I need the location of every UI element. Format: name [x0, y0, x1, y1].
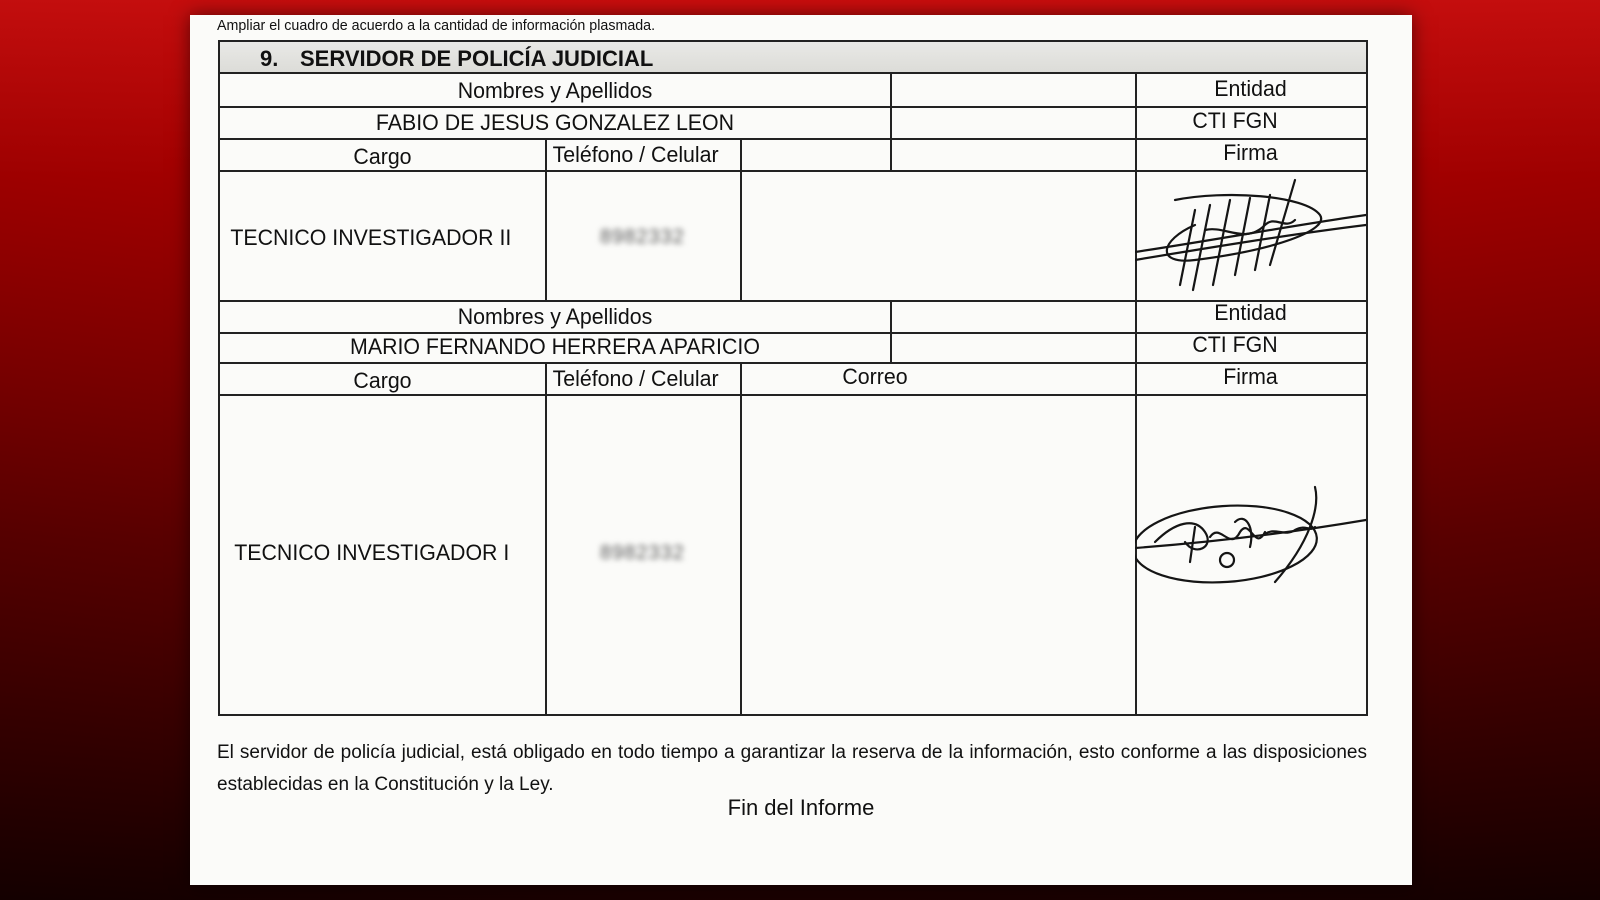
phone-value-redacted: 8982332: [600, 226, 685, 248]
cargo-value: TECNICO INVESTIGADOR I: [234, 540, 510, 565]
end-of-report: Fin del Informe: [727, 795, 875, 820]
names-label: Nombres y Apellidos: [457, 304, 653, 329]
phone-label: Teléfono / Celular: [552, 142, 719, 167]
cargo-value: TECNICO INVESTIGADOR II: [230, 225, 512, 250]
col-divider: [890, 72, 892, 170]
confidentiality-note: El servidor de policía judicial, está obligado en todo tiempo a garantizar la reserva de la información, esto conforme a las disposiciones establecidas en la Constitución y la Ley.: [217, 742, 1367, 795]
cargo-label: Cargo: [353, 144, 412, 169]
section-title: SERVIDOR DE POLICÍA JUDICIAL: [300, 46, 654, 71]
signature-label: Firma: [1223, 140, 1278, 165]
top-instruction-note: Ampliar el cuadro de acuerdo a la cantidad de información plasmada.: [217, 17, 656, 34]
entity-value: CTI FGN: [1192, 332, 1278, 357]
cargo-label: Cargo: [353, 368, 412, 393]
officers-form-table: [218, 40, 1368, 716]
entity-value: CTI FGN: [1192, 108, 1278, 133]
phone-value-redacted: 8982332: [600, 542, 685, 564]
officer-name: MARIO FERNANDO HERRERA APARICIO: [350, 334, 760, 359]
phone-label: Teléfono / Celular: [552, 366, 719, 391]
names-label: Nombres y Apellidos: [457, 78, 653, 103]
document-page: [190, 15, 1412, 885]
officer-name: FABIO DE JESUS GONZALEZ LEON: [375, 110, 735, 135]
section-number: 9.: [260, 46, 279, 71]
entity-label: Entidad: [1214, 76, 1287, 101]
signature-label: Firma: [1223, 364, 1278, 389]
entity-label: Entidad: [1214, 300, 1287, 325]
section-header: [220, 42, 1366, 74]
row-divider: [220, 394, 1366, 396]
col-divider: [740, 362, 742, 714]
col-divider: [545, 138, 547, 300]
signature-fabio-gonzalez: [1135, 170, 1366, 300]
col-divider: [890, 300, 892, 362]
signature-mario-herrera: [1135, 482, 1366, 622]
email-label: Correo: [842, 364, 908, 389]
col-divider: [740, 138, 742, 300]
col-divider: [545, 362, 547, 714]
